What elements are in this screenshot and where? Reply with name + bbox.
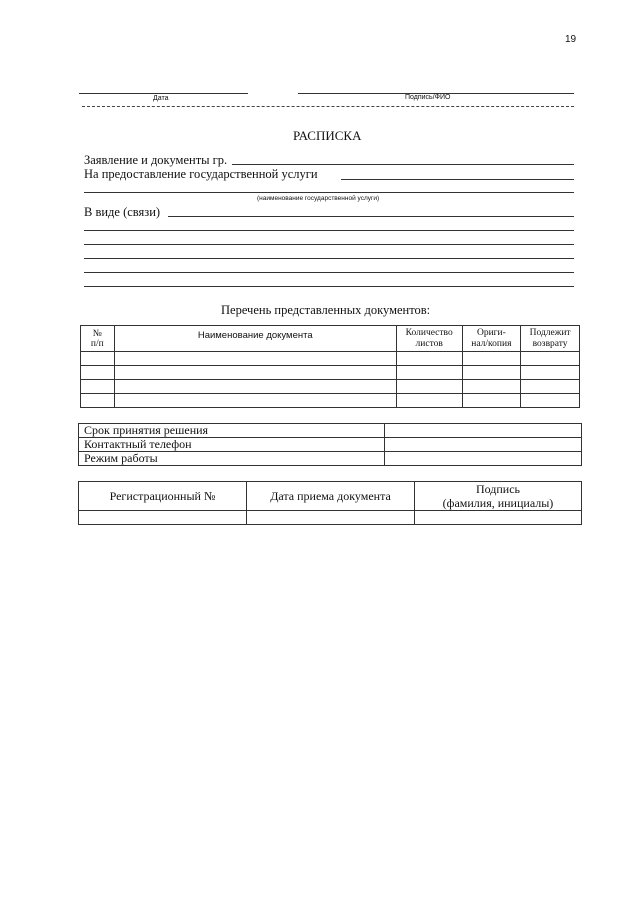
col-original-header: Ориги- нал/копия	[462, 326, 521, 352]
info-row-deadline	[79, 424, 582, 438]
col-return-header: Подлежит возврату	[521, 326, 580, 352]
applicant-field[interactable]	[232, 164, 574, 165]
registration-header-row	[79, 482, 582, 511]
table-row[interactable]	[81, 352, 580, 366]
info-row-hours	[79, 452, 582, 466]
info-table	[78, 423, 582, 466]
deadline-label: Срок принятия решения	[79, 424, 385, 438]
info-row-phone	[79, 438, 582, 452]
reg-number-header: Регистрационный №	[79, 482, 247, 511]
deadline-value[interactable]	[385, 424, 582, 438]
service-caption: (наименование государственной услуги)	[257, 195, 380, 202]
reg-signature-header: Подпись (фамилия, инициалы)	[415, 482, 582, 511]
date-label: Дата	[153, 95, 169, 102]
blank-line-5[interactable]	[84, 286, 574, 287]
phone-label: Контактный телефон	[79, 438, 385, 452]
cut-line	[82, 106, 574, 107]
table-row[interactable]	[81, 394, 580, 408]
date-underline	[79, 93, 248, 94]
table-row[interactable]	[81, 380, 580, 394]
col-sheets-header: Количество листов	[396, 326, 462, 352]
documents-table	[80, 325, 580, 408]
hours-value[interactable]	[385, 452, 582, 466]
blank-line-2[interactable]	[84, 244, 574, 245]
applicant-label: Заявление и документы гр.	[84, 153, 228, 167]
table-row[interactable]	[81, 366, 580, 380]
hours-label: Режим работы	[79, 452, 385, 466]
page-number: 19	[565, 34, 577, 45]
table-row[interactable]	[79, 511, 582, 525]
documents-header-row	[81, 326, 580, 352]
col-number-header: № п/п	[81, 326, 115, 352]
blank-line-4[interactable]	[84, 272, 574, 273]
documents-heading: Перечень представленных документов:	[221, 303, 431, 317]
form-field[interactable]	[168, 216, 574, 217]
phone-value[interactable]	[385, 438, 582, 452]
col-name-header: Наименование документа	[114, 326, 396, 352]
service-field-line2[interactable]	[84, 192, 574, 193]
blank-line-1[interactable]	[84, 230, 574, 231]
form-label: В виде (связи)	[84, 205, 161, 219]
signature-label: Подпись/ФИО	[405, 94, 451, 101]
registration-table	[78, 481, 582, 525]
service-label: На предоставление государственной услуги	[84, 167, 318, 181]
blank-line-3[interactable]	[84, 258, 574, 259]
service-field[interactable]	[341, 179, 574, 180]
reg-date-header: Дата приема документа	[247, 482, 415, 511]
receipt-title: РАСПИСКА	[293, 128, 362, 143]
